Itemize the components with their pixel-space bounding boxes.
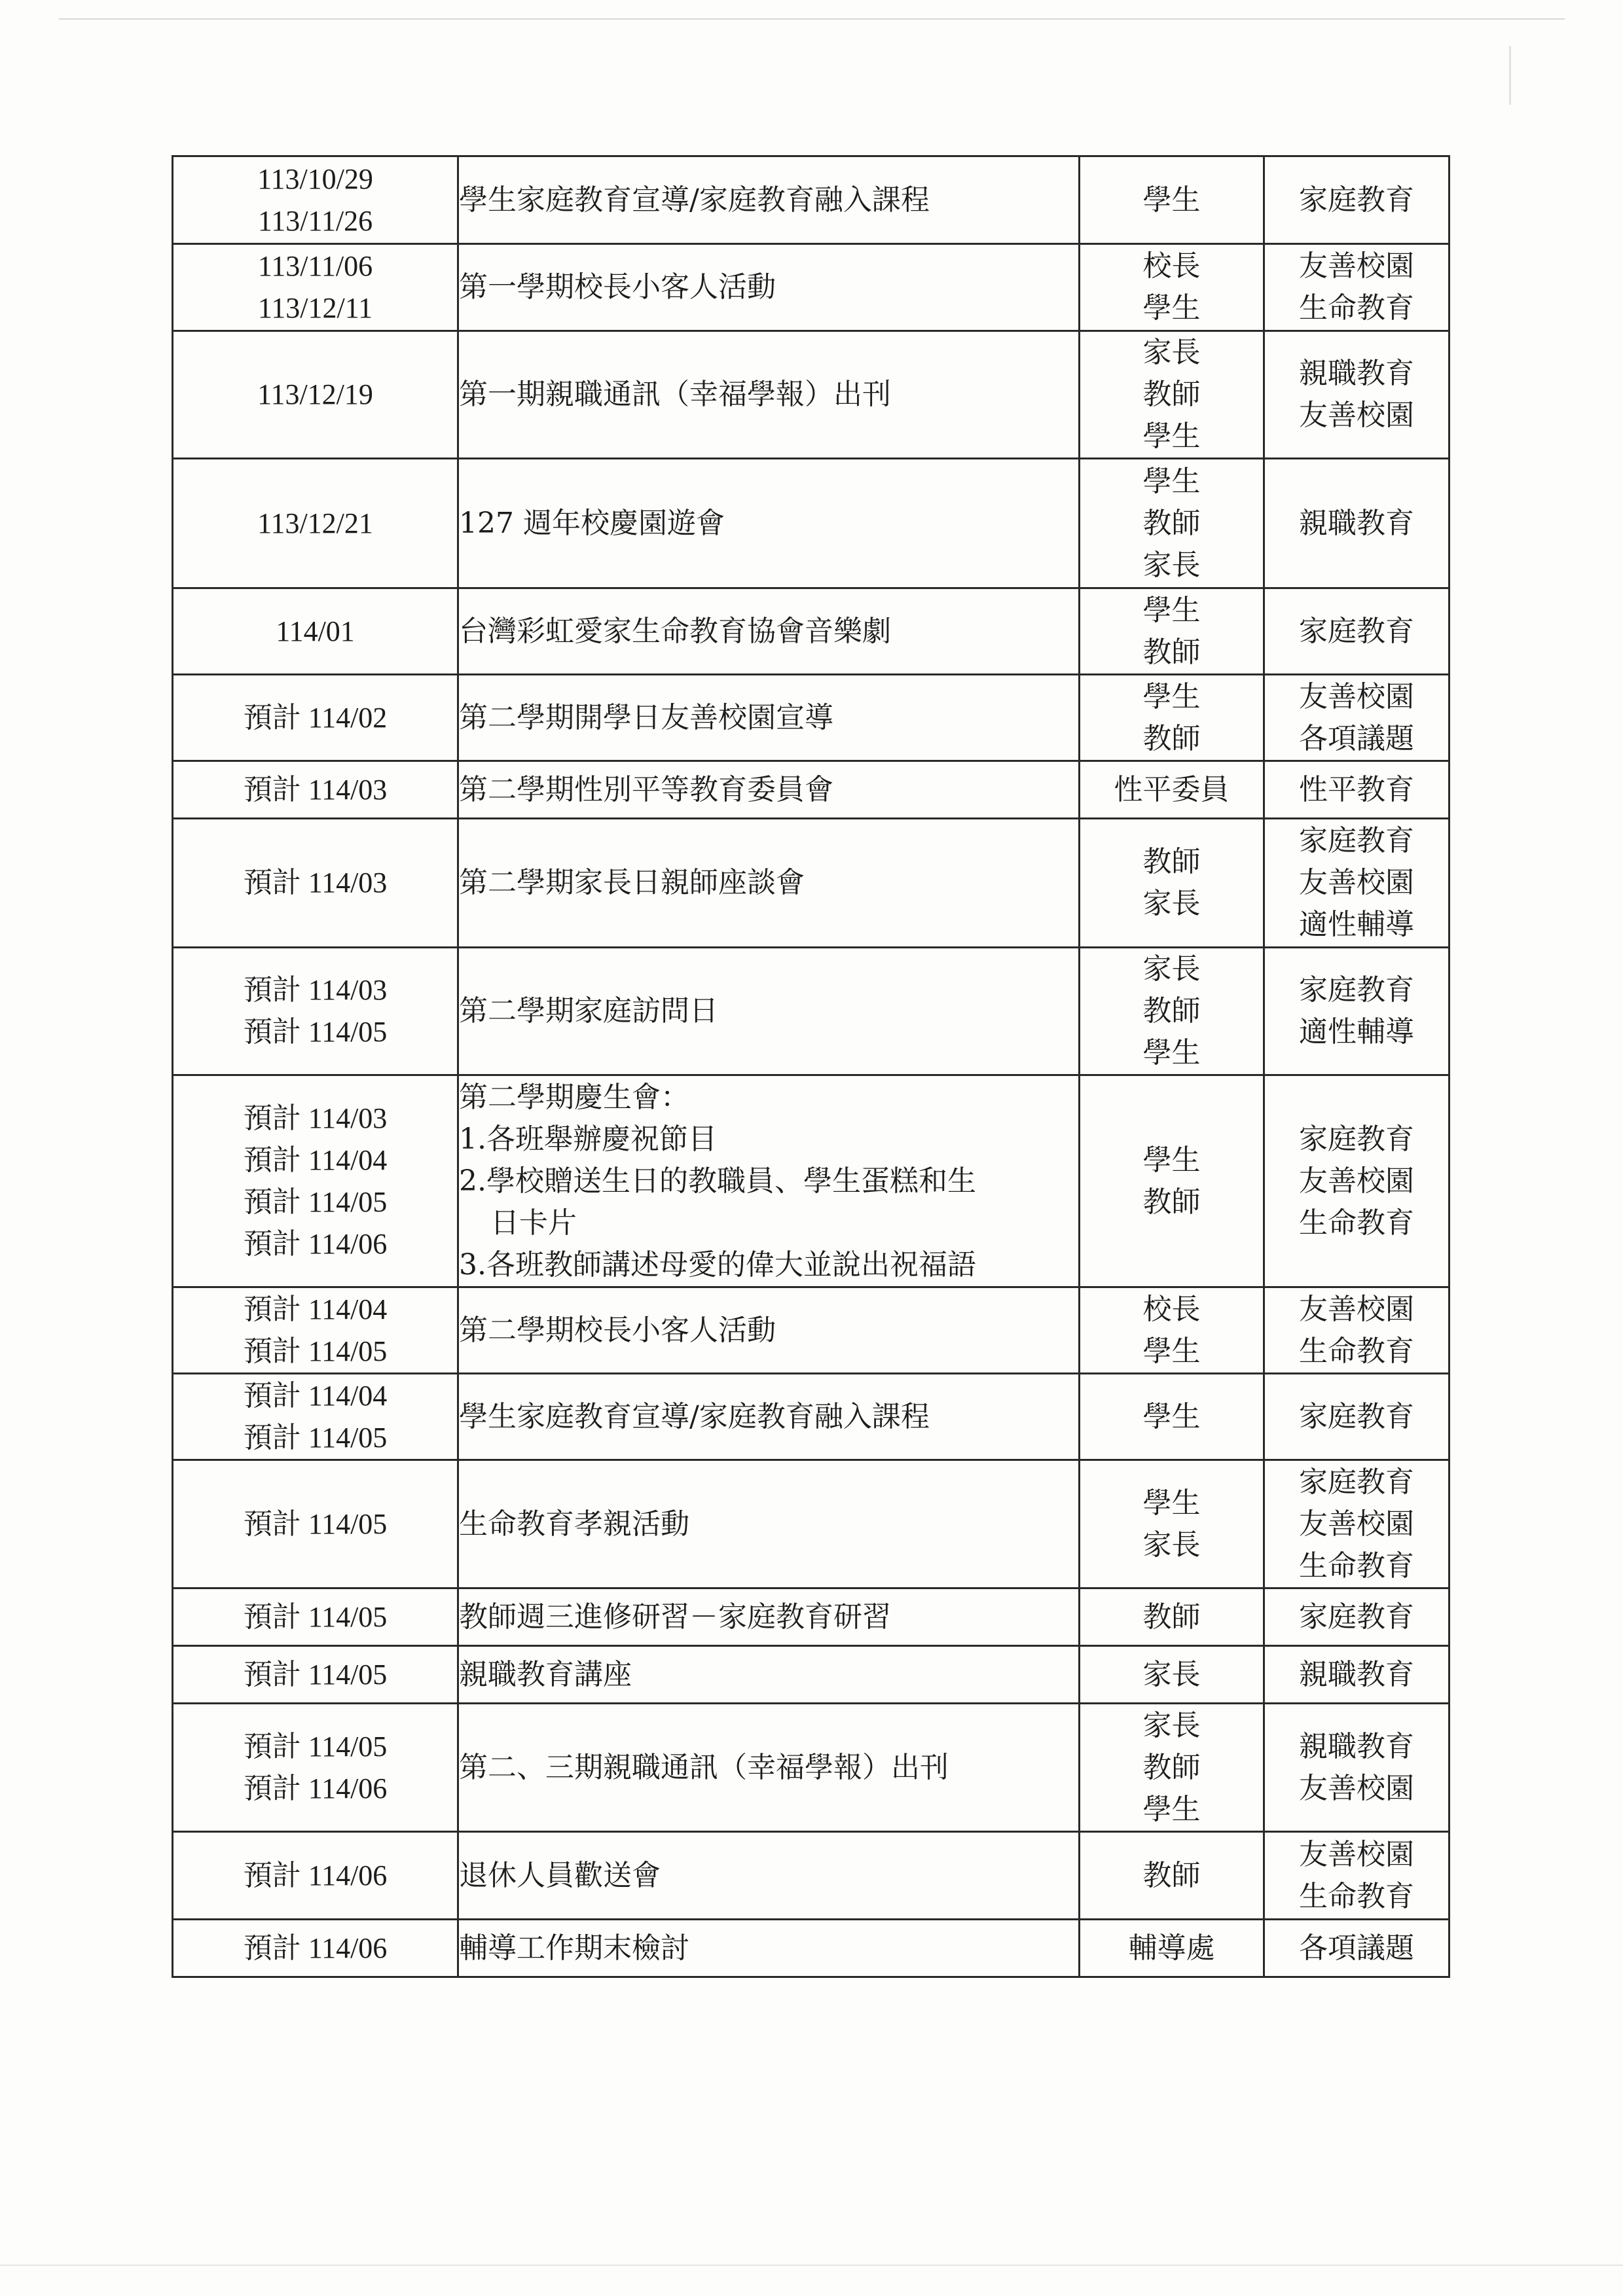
content-cell [458, 244, 1080, 331]
topic-cell [1264, 1287, 1450, 1374]
topic-line: 親職教育 [1299, 1657, 1414, 1691]
content-line: 第二學期慶生會： [459, 1080, 689, 1114]
date-line: 預計 114/06 [243, 1859, 388, 1892]
target-cell [1080, 156, 1264, 244]
target-line: 教師 [1142, 1185, 1201, 1219]
content-line: 輔導工作期末檢討 [459, 1931, 689, 1965]
date-line: 預計 114/05 [243, 1185, 388, 1218]
topic-line: 家庭教育 [1299, 183, 1414, 217]
content-line: 親職教育講座 [459, 1657, 632, 1691]
table-row [173, 1704, 1450, 1832]
target-cell [1080, 1460, 1264, 1588]
target-cell [1080, 1704, 1264, 1832]
content-cell [458, 1588, 1080, 1646]
content-line: 第二學期性別平等教育委員會 [459, 772, 833, 806]
topic-line: 友善校園 [1299, 1771, 1414, 1805]
content-cell [458, 1832, 1080, 1920]
content-cell [458, 819, 1080, 948]
table-row [173, 1646, 1450, 1704]
content-line: 第二學期開學日友善校園宣導 [459, 700, 833, 734]
target-cell [1080, 1075, 1264, 1287]
table-row [173, 244, 1450, 331]
content-line: 第二學期家長日親師座談會 [459, 866, 805, 899]
topic-cell [1264, 761, 1450, 819]
date-line: 預計 114/05 [243, 1335, 388, 1367]
topic-line: 友善校園 [1299, 399, 1414, 432]
target-line: 學生 [1142, 1486, 1201, 1520]
date-cell [173, 1460, 458, 1588]
date-line: 預計 114/03 [243, 974, 388, 1006]
content-cell [458, 1374, 1080, 1460]
table-row [173, 819, 1450, 948]
topic-cell [1264, 1832, 1450, 1920]
topic-line: 適性輔導 [1299, 908, 1414, 941]
target-line: 家長 [1142, 1708, 1201, 1742]
topic-line: 家庭教育 [1299, 1122, 1414, 1156]
content-line: 台灣彩虹愛家生命教育協會音樂劇 [459, 614, 891, 648]
target-line: 教師 [1142, 721, 1201, 755]
topic-line: 家庭教育 [1299, 614, 1414, 648]
date-line: 預計 114/05 [243, 1421, 388, 1454]
activity-schedule-table [172, 155, 1450, 1978]
target-line: 學生 [1142, 420, 1201, 453]
topic-line: 友善校園 [1299, 249, 1414, 283]
target-line: 家長 [1142, 336, 1201, 369]
target-cell [1080, 1646, 1264, 1704]
content-cell [458, 331, 1080, 459]
content-cell [458, 1460, 1080, 1588]
content-line: 學生家庭教育宣導/家庭教育融入課程 [459, 1399, 930, 1433]
date-cell [173, 1704, 458, 1832]
topic-cell [1264, 1374, 1450, 1460]
content-cell [458, 1287, 1080, 1374]
target-cell [1080, 1588, 1264, 1646]
topic-line: 友善校園 [1299, 1837, 1414, 1871]
date-line: 113/11/06 [257, 250, 373, 282]
date-cell [173, 156, 458, 244]
target-line: 教師 [1142, 845, 1201, 878]
target-cell [1080, 331, 1264, 459]
content-cell [458, 459, 1080, 588]
content-line: 退休人員歡送會 [459, 1858, 661, 1892]
target-line: 教師 [1142, 994, 1201, 1028]
date-line: 預計 114/06 [243, 1772, 388, 1804]
target-line: 學生 [1142, 679, 1201, 713]
content-cell [458, 761, 1080, 819]
topic-cell [1264, 1588, 1450, 1646]
topic-line: 友善校園 [1299, 1164, 1414, 1198]
date-line: 預計 114/04 [243, 1143, 388, 1176]
target-line: 家長 [1142, 548, 1201, 582]
content-cell [458, 156, 1080, 244]
target-cell [1080, 761, 1264, 819]
topic-line: 親職教育 [1299, 357, 1414, 390]
topic-line: 性平教育 [1299, 772, 1414, 806]
topic-cell [1264, 459, 1450, 588]
topic-line: 家庭教育 [1299, 973, 1414, 1007]
topic-line: 友善校園 [1299, 1507, 1414, 1541]
date-cell [173, 459, 458, 588]
target-line: 學生 [1142, 1792, 1201, 1826]
target-cell [1080, 588, 1264, 675]
target-line: 性平委員 [1114, 772, 1230, 806]
topic-cell [1264, 244, 1450, 331]
date-line: 113/10/29 [257, 162, 373, 195]
date-cell [173, 1374, 458, 1460]
topic-line: 友善校園 [1299, 679, 1414, 713]
table-row [173, 331, 1450, 459]
topic-cell [1264, 1920, 1450, 1977]
topic-line: 各項議題 [1299, 1931, 1414, 1965]
target-line: 家長 [1142, 1528, 1201, 1562]
topic-line: 生命教育 [1299, 291, 1414, 325]
date-line: 113/11/26 [257, 204, 373, 237]
content-line: 教師週三進修研習－家庭教育研習 [459, 1600, 891, 1634]
target-line: 輔導處 [1128, 1931, 1215, 1965]
topic-line: 友善校園 [1299, 866, 1414, 899]
date-line: 預計 114/05 [243, 1658, 388, 1691]
table-row [173, 1075, 1450, 1287]
date-cell [173, 1832, 458, 1920]
topic-line: 適性輔導 [1299, 1015, 1414, 1049]
topic-cell [1264, 156, 1450, 244]
scan-artifact-top [59, 18, 1565, 20]
target-line: 家長 [1142, 1657, 1201, 1691]
content-line: 1.各班舉辦慶祝節目 [459, 1122, 717, 1156]
date-cell [173, 244, 458, 331]
date-cell [173, 331, 458, 459]
target-cell [1080, 1374, 1264, 1460]
topic-line: 生命教育 [1299, 1549, 1414, 1583]
date-cell [173, 819, 458, 948]
target-line: 教師 [1142, 378, 1201, 411]
date-line: 預計 114/06 [243, 1931, 388, 1964]
target-line: 教師 [1142, 506, 1201, 540]
date-line: 113/12/11 [257, 292, 373, 324]
content-line: 第二學期校長小客人活動 [459, 1313, 776, 1347]
topic-cell [1264, 819, 1450, 948]
topic-line: 家庭教育 [1299, 1399, 1414, 1433]
date-line: 預計 114/03 [243, 773, 388, 806]
date-line: 預計 114/05 [243, 1600, 388, 1633]
target-line: 學生 [1142, 593, 1201, 627]
target-line: 學生 [1142, 464, 1201, 498]
date-cell [173, 1646, 458, 1704]
topic-cell [1264, 1646, 1450, 1704]
date-cell [173, 1075, 458, 1287]
target-line: 教師 [1142, 1858, 1201, 1892]
content-line: 第二、三期親職通訊（幸福學報）出刊 [459, 1750, 949, 1784]
date-line: 預計 114/04 [243, 1379, 388, 1412]
topic-cell [1264, 1704, 1450, 1832]
target-line: 學生 [1142, 1399, 1201, 1433]
topic-line: 家庭教育 [1299, 824, 1414, 857]
date-line: 預計 114/03 [243, 867, 388, 899]
topic-line: 親職教育 [1299, 1729, 1414, 1763]
topic-cell [1264, 948, 1450, 1075]
content-line: 2.學校贈送生日的教職員、學生蛋糕和生 [459, 1164, 976, 1198]
table-row [173, 1588, 1450, 1646]
table-row [173, 459, 1450, 588]
date-line: 113/12/19 [257, 378, 373, 410]
content-cell [458, 588, 1080, 675]
target-line: 學生 [1142, 1143, 1201, 1177]
target-line: 教師 [1142, 635, 1201, 669]
topic-cell [1264, 331, 1450, 459]
content-cell [458, 1704, 1080, 1832]
topic-line: 各項議題 [1299, 721, 1414, 755]
table-row [173, 761, 1450, 819]
date-cell [173, 761, 458, 819]
topic-line: 生命教育 [1299, 1879, 1414, 1913]
target-line: 校長 [1142, 249, 1201, 283]
scan-artifact-mark [1509, 46, 1511, 105]
date-line: 113/12/21 [257, 507, 373, 539]
topic-line: 家庭教育 [1299, 1465, 1414, 1499]
date-cell [173, 948, 458, 1075]
scan-artifact-bottom [0, 2265, 1623, 2266]
table-row [173, 156, 1450, 244]
content-line: 學生家庭教育宣導/家庭教育融入課程 [459, 183, 930, 217]
topic-cell [1264, 588, 1450, 675]
topic-cell [1264, 1075, 1450, 1287]
target-cell [1080, 948, 1264, 1075]
date-line: 預計 114/05 [243, 1730, 388, 1763]
target-line: 教師 [1142, 1600, 1201, 1634]
content-line: 第一期親職通訊（幸福學報）出刊 [459, 378, 891, 411]
target-line: 校長 [1142, 1292, 1201, 1326]
date-line: 預計 114/04 [243, 1293, 388, 1325]
target-line: 學生 [1142, 183, 1201, 217]
content-cell [458, 1646, 1080, 1704]
table-row [173, 1287, 1450, 1374]
date-cell [173, 1287, 458, 1374]
date-line: 預計 114/02 [243, 701, 388, 734]
target-line: 家長 [1142, 887, 1201, 920]
content-line: 127 週年校慶園遊會 [459, 506, 725, 540]
topic-line: 友善校園 [1299, 1292, 1414, 1326]
date-cell [173, 588, 458, 675]
content-line: 第一學期校長小客人活動 [459, 270, 776, 304]
content-cell [458, 1920, 1080, 1977]
target-cell [1080, 459, 1264, 588]
date-line: 114/01 [276, 615, 355, 647]
topic-cell [1264, 675, 1450, 761]
date-line: 預計 114/06 [243, 1227, 388, 1260]
target-line: 家長 [1142, 952, 1201, 986]
target-cell [1080, 675, 1264, 761]
table-row [173, 588, 1450, 675]
table-row [173, 948, 1450, 1075]
target-line: 學生 [1142, 1036, 1201, 1069]
table-row [173, 1460, 1450, 1588]
table-row [173, 675, 1450, 761]
target-cell [1080, 244, 1264, 331]
target-cell [1080, 819, 1264, 948]
date-cell [173, 675, 458, 761]
target-line: 學生 [1142, 291, 1201, 325]
target-cell [1080, 1920, 1264, 1977]
topic-line: 親職教育 [1299, 506, 1414, 540]
target-cell [1080, 1287, 1264, 1374]
date-line: 預計 114/05 [243, 1507, 388, 1540]
date-cell [173, 1588, 458, 1646]
content-line: 第二學期家庭訪問日 [459, 994, 718, 1028]
target-line: 教師 [1142, 1750, 1201, 1784]
date-line: 預計 114/03 [243, 1102, 388, 1134]
target-line: 學生 [1142, 1334, 1201, 1368]
date-line: 預計 114/05 [243, 1016, 388, 1048]
target-cell [1080, 1832, 1264, 1920]
table-row [173, 1832, 1450, 1920]
content-line: 日卡片 [490, 1206, 577, 1240]
topic-line: 家庭教育 [1299, 1600, 1414, 1634]
table-row [173, 1920, 1450, 1977]
topic-line: 生命教育 [1299, 1334, 1414, 1368]
content-cell [458, 1075, 1080, 1287]
content-line: 3.各班教師講述母愛的偉大並說出祝福語 [459, 1247, 976, 1282]
topic-line: 生命教育 [1299, 1206, 1414, 1240]
table-row [173, 1374, 1450, 1460]
date-cell [173, 1920, 458, 1977]
content-line: 生命教育孝親活動 [459, 1507, 689, 1541]
content-cell [458, 948, 1080, 1075]
content-cell [458, 675, 1080, 761]
topic-cell [1264, 1460, 1450, 1588]
